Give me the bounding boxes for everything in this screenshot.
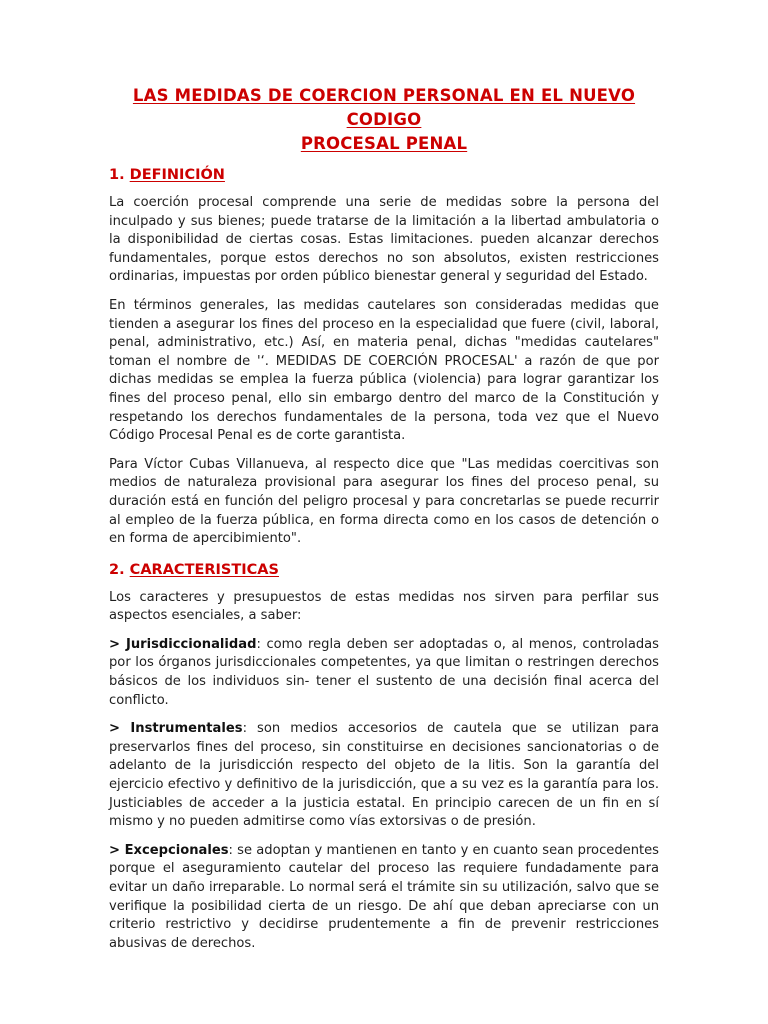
item-text: : como regla deben ser adoptadas o, al menos, controladas por los órganos jurisdiccionales competentes, ya que limitan o restringen derechos básicos de los individuos sin- tener el sustento de una decisión final acerca del conflicto.: [109, 636, 659, 708]
section-number: 2.: [109, 561, 125, 578]
paragraph-medidas-cautelares: En términos generales, las medidas cautelares son consideradas medidas que tienden a asegurar los fines del proceso en la especialidad que fuere (civil, laboral, penal, administrativo, etc.) Así, en materia penal, dichas "medidas cautelares" toman el nombre de '‘. MEDIDAS DE COERCIÓN PROCESAL' a razón de que por dichas medidas se emplea la fuerza pública (violencia) para lograr garantizar los fines del proceso penal, ello sin embargo dentro del marco de la Constitución y respetando los derechos fundamentales de la persona, toda vez que el Nuevo Código Procesal Penal es de corte garantista.: [109, 297, 659, 444]
title-line-2: PROCESAL PENAL: [300, 134, 468, 153]
item-jurisdiccionalidad: [109, 636, 659, 710]
paragraph-cubas-villanueva: Para Víctor Cubas Villanueva, al respecto dice que "Las medidas coercitivas son medios de naturaleza provisional para asegurar los fines del proceso penal, su duración está en función del peligro procesal y para concretarlas se puede recurrir al empleo de la fuerza pública, en forma directa como en los casos de detención o en forma de apercibimiento".: [109, 456, 659, 547]
document-page: [109, 84, 659, 963]
paragraph-caracteres-intro: Los caracteres y presupuestos de estas medidas nos sirven para perfilar sus aspectos esenciales, a saber:: [109, 589, 659, 624]
item-term: > Instrumentales: [109, 721, 243, 737]
title-line-1: LAS MEDIDAS DE COERCION PERSONAL EN EL NUEVO CODIGO: [132, 86, 636, 129]
section-number: 1.: [109, 167, 125, 183]
section-heading-definicion: [109, 164, 659, 186]
item-instrumentales: [109, 720, 659, 832]
item-term: > Excepcionales: [109, 842, 229, 858]
section-label: CARACTERISTICAS: [129, 561, 279, 578]
item-term: > Jurisdiccionalidad: [109, 636, 257, 652]
item-text: : son medios accesorios de cautela que se utilizan para preservarlos fines del proceso, sin constituirse en decisiones sancionatorias o de adelanto de la jurisdicción respecto del objeto de la litis. Son la garantía del ejercicio efectivo y definitivo de la jurisdicción, que a su vez es la garantía para los. Justiciables de acceder a la justicia estatal. En principio carecen de un fin en sí mismo y no pueden admitirse como vías extorsivas o de presión.: [109, 721, 659, 830]
item-text: : se adoptan y mantienen en tanto y en cuanto sean procedentes porque el aseguramiento cautelar del proceso las requiere fundadamente para evitar un daño irreparable. Lo normal será el trámite sin su utilización, salvo que se verifique la posibilidad cierta de un riesgo. De ahí que deban apreciarse con un criterio restrictivo y decidirse prudentemente a fin de prevenir restricciones abusivas de derechos.: [109, 842, 660, 951]
section-heading-caracteristicas: [109, 559, 659, 581]
paragraph-coercion-procesal: La coerción procesal comprende una serie de medidas sobre la persona del inculpado y sus bienes; puede tratarse de la limitación a la libertad ambulatoria o la disponibilidad de ciertas cosas. Estas limitaciones. pueden alcanzar derechos fundamentales, porque estos derechos no son absolutos, existen restricciones ordinarias, impuestas por orden público bienestar general y seguridad del Estado.: [109, 195, 659, 285]
document-title: [109, 84, 659, 156]
item-excepcionales: [109, 842, 659, 954]
section-label: DEFINICIÓN: [129, 167, 225, 183]
